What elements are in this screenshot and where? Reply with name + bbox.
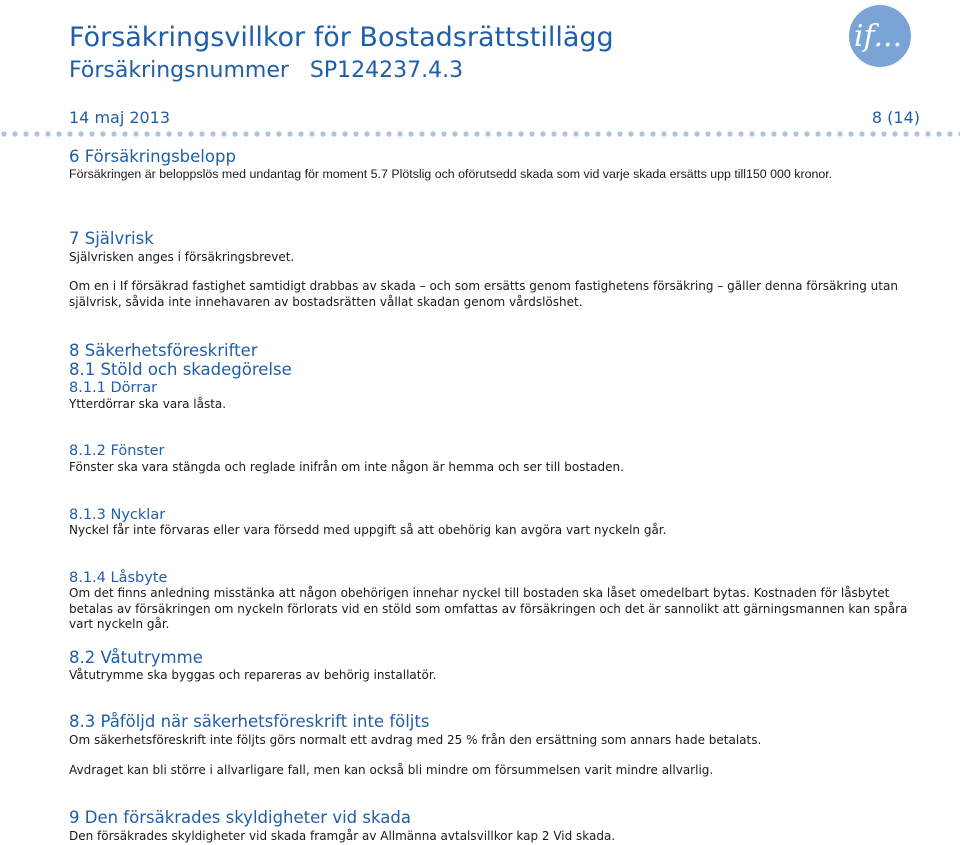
- section-8-3-text-2: Avdraget kan bli större i allvarligare fall, men kan också bli mindre om försummelsen varit mindre allvarlig.: [69, 763, 714, 777]
- section-8-1-2-text: Fönster ska vara stängda och reglade inifrån om inte någon är hemma och ser till bostaden.: [69, 460, 624, 474]
- policy-number-line: [69, 56, 463, 86]
- section-8-1-3-text: Nyckel får inte förvaras eller vara försedd med uppgift så att obehörig kan avgöra vart nyckeln går.: [69, 523, 667, 537]
- section-7-text-2: Om en i If försäkrad fastighet samtidigt drabbas av skada – och som ersätts genom fastighetens försäkring – gäller denna försäkring utan självrisk, såvida inte innehavaren av bostadsrätten vållat skadan genom vårdslöshet.: [69, 279, 898, 309]
- document-title: Försäkringsvillkor för Bostadsrättstillägg: [69, 22, 614, 53]
- logo-text: if...: [853, 19, 903, 54]
- section-8-2-text: Våtutrymme ska byggas och repareras av behörig installatör.: [69, 668, 437, 682]
- dotted-divider: [0, 131, 960, 137]
- section-9-text: Den försäkrades skyldigheter vid skada framgår av Allmänna avtalsvillkor kap 2 Vid skada.: [69, 829, 616, 843]
- page-number: 8 (14): [871, 108, 920, 127]
- section-8-1-4-text: Om det finns anledning misstänka att någon obehörigen innehar nyckel till bostaden ska låset omedelbart bytas. Kostnaden för låsbytet betalas av försäkringen om nyckeln förlorats vid en stöld som omfattas av försäkringen och det är sannolikt att gärningsmannen kan spåra vart nyckeln går.: [69, 586, 908, 631]
- section-8-3-text-1: Om säkerhetsföreskrift inte följts görs normalt ett avdrag med 25 % från den ersättning som annars hade betalats.: [69, 733, 762, 747]
- if-logo: [848, 4, 912, 68]
- section-8-1-1-text: Ytterdörrar ska vara låsta.: [69, 397, 227, 411]
- section-8-2-heading: 8.2 Våtutrymme: [69, 648, 203, 667]
- section-8-1-heading: 8.1 Stöld och skadegörelse: [69, 360, 292, 379]
- section-8-heading: 8 Säkerhetsföreskrifter: [69, 341, 258, 360]
- section-9-heading: 9 Den försäkrades skyldigheter vid skada: [69, 808, 411, 827]
- section-7-text-1: Självrisken anges i försäkringsbrevet.: [69, 250, 295, 264]
- section-7-heading: 7 Självrisk: [69, 229, 154, 248]
- section-6-text: Försäkringen är beloppslös med undantag för moment 5.7 Plötslig och oförutsedd skada som vid varje skada ersätts upp till150 000 kronor.: [69, 167, 833, 181]
- section-8-1-2-heading: 8.1.2 Fönster: [69, 443, 165, 459]
- section-8-1-1-heading: 8.1.1 Dörrar: [69, 380, 158, 396]
- document-date: 14 maj 2013: [69, 108, 171, 127]
- section-8-3-heading: 8.3 Påföljd när säkerhetsföreskrift inte följts: [69, 712, 430, 731]
- policy-label: Försäkringsnummer: [69, 58, 289, 83]
- section-8-1-3-heading: 8.1.3 Nycklar: [69, 507, 166, 523]
- section-6-heading: 6 Försäkringsbelopp: [69, 147, 236, 166]
- section-8-1-4-heading: 8.1.4 Låsbyte: [69, 570, 168, 586]
- policy-number: SP124237.4.3: [309, 58, 464, 83]
